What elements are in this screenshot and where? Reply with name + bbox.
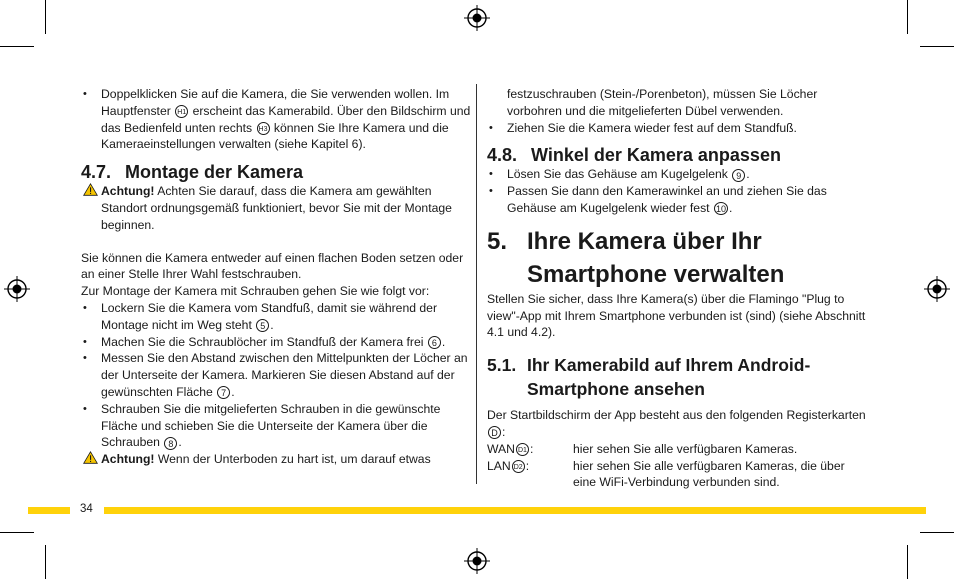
list-item: • Ziehen Sie die Kamera wieder fest auf dem Standfuß. xyxy=(487,120,867,137)
chapter-heading: 5. Ihre Kamera über Ihr Smartphone verwalten xyxy=(487,227,785,288)
section-heading: 4.8. Winkel der Kamera anpassen xyxy=(487,145,781,166)
registration-mark-icon xyxy=(464,5,490,31)
list-item: • Lockern Sie die Kamera vom Standfuß, damit sie während der Montage nicht im Weg steht 5 . xyxy=(81,300,471,334)
section-heading: 5.1. Ihr Kamerabild auf Ihrem Android- Smartphone ansehen xyxy=(487,355,811,400)
list-item: • Lösen Sie das Gehäuse am Kugelgelenk 9 . xyxy=(487,166,867,183)
list-item: • Messen Sie den Abstand zwischen den Mittelpunkten der Löcher an der Unterseite der Kamera. Markieren Sie diesen Abstand auf der gewünschten Fläche 7 . xyxy=(81,350,471,400)
crop-mark xyxy=(0,532,34,533)
bullet-list xyxy=(81,86,471,153)
crop-mark xyxy=(0,46,34,47)
list-item: • Passen Sie dann den Kamerawinkel an und ziehen Sie das Gehäuse am Kugelgelenk wieder fest 10 . xyxy=(487,183,867,217)
column-divider xyxy=(476,84,477,484)
callout-badge: H1 xyxy=(175,105,188,118)
callout-badge: 10 xyxy=(715,204,726,215)
paragraph: Sie können die Kamera entweder auf einen flachen Boden setzen oder an einer Stelle Ihrer Wahl festschrauben. xyxy=(81,250,464,282)
crop-mark xyxy=(907,0,908,34)
callout-badge: 5 xyxy=(256,319,269,332)
paragraph: Zur Montage der Kamera mit Schrauben gehen Sie wie folgt vor: xyxy=(81,284,430,299)
callout-badge: 9 xyxy=(732,169,745,182)
list-item: • Schrauben Sie die mitgelieferten Schrauben in die gewünschte Fläche und schieben Sie die Unterseite der Kamera über die Schrauben 8 . xyxy=(81,401,471,451)
angle-steps xyxy=(487,166,867,216)
list-item: • Machen Sie die Schraublöcher im Standfuß der Kamera frei 6 . xyxy=(81,334,471,351)
crop-mark xyxy=(920,532,954,533)
list-item: • Doppelklicken Sie auf die Kamera, die Sie verwenden wollen. Im Hauptfenster H1 erscheint das Kamerabild. Über den Bildschirm und das Bedienfeld unten rechts H3 können Sie Ihre Kamera und die Kameraeinstellungen verwalten (siehe Kapitel 6). xyxy=(81,86,471,153)
definition-row: WAN D1 : hier sehen Sie alle verfügbaren Kameras. xyxy=(487,441,798,456)
warning-icon xyxy=(83,451,101,469)
registration-mark-icon xyxy=(4,276,30,302)
callout-badge: 8 xyxy=(164,437,177,450)
warning-note: Achtung! Achten Sie darauf, dass die Kamera am gewählten Standort ordnungsgemäß funktioniert, bevor Sie mit der Montage beginnen. xyxy=(81,183,471,233)
footer-bar xyxy=(28,507,70,514)
callout-badge: D1 xyxy=(516,443,529,456)
paragraph: festzuschrauben (Stein-/Porenbeton), müssen Sie Löcher vorbohren und die mitgelieferten Dübel verwenden. xyxy=(507,87,818,118)
paragraph: Stellen Sie sicher, dass Ihre Kamera(s) über die Flamingo "Plug to view"-App mit Ihrem Smartphone verbunden ist (sind) (siehe Abschnitt 4.1 und 4.2). xyxy=(487,291,866,340)
definition-row: LAN D2 : hier sehen Sie alle verfügbaren Kameras, die über eine WiFi-Verbindung verbunden sind. xyxy=(487,458,845,490)
crop-mark xyxy=(920,46,954,47)
callout-badge: D2 xyxy=(512,460,525,473)
mounting-steps xyxy=(81,300,471,451)
right-column xyxy=(487,86,867,491)
left-column xyxy=(81,86,471,469)
paragraph: Der Startbildschirm der App besteht aus den folgenden RegisterkartenD : xyxy=(487,408,866,439)
crop-mark xyxy=(907,545,908,579)
footer-bar xyxy=(104,507,926,514)
registration-mark-icon xyxy=(924,276,950,302)
page-number: 34 xyxy=(80,503,93,515)
callout-badge: D xyxy=(488,426,501,439)
callout-badge: H3 xyxy=(257,122,270,135)
bullet-list xyxy=(487,120,867,137)
crop-mark xyxy=(45,0,46,34)
warning-icon xyxy=(83,183,101,233)
callout-badge: 7 xyxy=(217,386,230,399)
warning-note: Achtung! Wenn der Unterboden zu hart ist, um darauf etwas xyxy=(81,451,471,469)
crop-mark xyxy=(45,545,46,579)
callout-badge: 6 xyxy=(428,336,441,349)
section-heading: 4.7. Montage der Kamera xyxy=(81,162,304,183)
registration-mark-icon xyxy=(464,548,490,574)
